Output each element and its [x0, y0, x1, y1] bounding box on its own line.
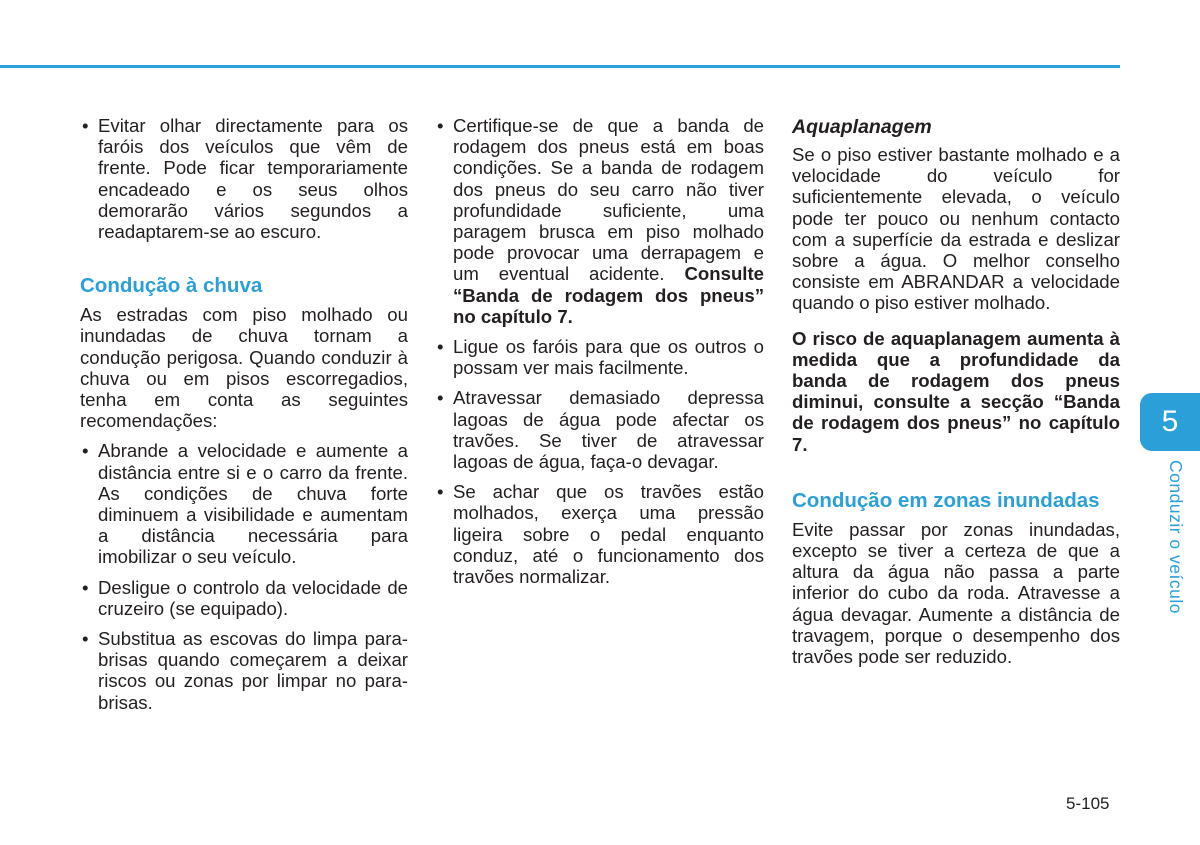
flooded-paragraph: Evite passar por zonas inundadas, excepto se tiver a certeza de que a altura da água não passa a parte inferior do cubo da roda. Atravesse a água devagar. Aumente a distância de travagem, porque o desempenho dos travões pode ser reduzido. [792, 518, 1120, 668]
list-item: • Substitua as escovas do limpa para-brisas quando começarem a deixar riscos ou zonas por limpar no para-brisas. [80, 628, 408, 713]
section-heading-rain: Condução à chuva [80, 274, 263, 298]
subheading-aquaplaning: Aquaplanagem [792, 116, 932, 138]
page-number: 5-105 [1066, 794, 1110, 813]
cross-reference: Consulte “Banda de rodagem dos pneus” no capítulo 7. [453, 263, 764, 327]
intro-paragraph: As estradas com piso molhado ou inundadas de chuva tornam a condução perigosa. Quando conduzir à chuva ou em pisos escorregadios, tenha em conta as seguintes recomendações: [80, 304, 408, 432]
column-middle [435, 115, 764, 596]
chapter-title: Conduzir o veículo [1166, 460, 1186, 614]
list-item: • Abrande a velocidade e aumente a distância entre si e o carro da frente. As condições de chuva forte diminuem a visibilidade e aumentam a distância necessária para imobilizar o seu veículo. [80, 440, 408, 567]
aquaplaning-paragraph: Se o piso estiver bastante molhado e a velocidade do veículo for suficientemente elevada, o veículo pode ter pouco ou nenhum contacto com a superfície da estrada e deslizar sobre a água. O melhor conselho consiste em ABRANDAR a velocidade quando o piso estiver molhado. [792, 144, 1120, 314]
list-item: • Se achar que os travões estão molhados, exerça uma pressão ligeira sobre o pedal enquanto conduz, até o funcionamento dos travões normalizar. [435, 481, 764, 587]
aquaplaning-warning: O risco de aquaplanagem aumenta à medida que a profundidade da banda de rodagem dos pneus diminui, consulte a secção “Banda de rodagem dos pneus” no capítulo 7. [792, 327, 1120, 455]
list-item: • Desligue o controlo da velocidade de cruzeiro (se equipado). [80, 577, 408, 619]
column-right [792, 115, 1120, 667]
header-rule [0, 65, 1120, 68]
list-item [435, 115, 764, 327]
section-heading-flooded: Condução em zonas inundadas [792, 488, 1100, 512]
bullet-list-rain [80, 440, 408, 712]
list-item: • Ligue os faróis para que os outros o possam ver mais facilmente. [435, 336, 764, 378]
bullet-list-tyres [435, 115, 764, 587]
column-left [80, 115, 408, 722]
chapter-tab: 5 [1140, 393, 1200, 451]
list-item: • Atravessar demasiado depressa lagoas de água pode afectar os travões. Se tiver de atravessar lagoas de água, faça-o devagar. [435, 387, 764, 472]
bullet-list-top [80, 115, 408, 242]
list-item: • Evitar olhar directamente para os faróis dos veículos que vêm de frente. Pode ficar temporariamente encadeado e os seus olhos demorarão vários segundos a readaptarem-se ao escuro. [80, 115, 408, 242]
list-item-text: Certifique-se de que a banda de rodagem dos pneus está em boas condições. Se a banda de rodagem dos pneus do seu carro não tiver profundidade suficiente, uma paragem brusca em piso molhado pode provocar uma derrapagem e um eventual acidente. [453, 115, 764, 285]
